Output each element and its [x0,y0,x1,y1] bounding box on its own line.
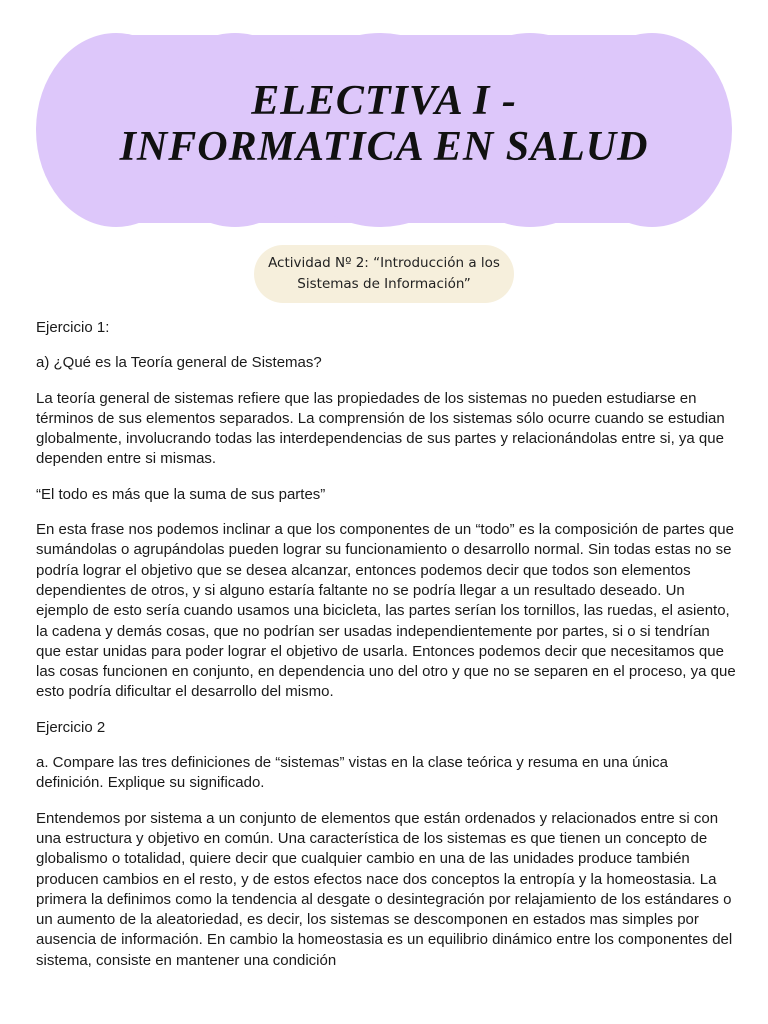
document-body [36,318,736,986]
title-line-1: ELECTIVA I - [251,78,517,124]
question-2a: a. Compare las tres definiciones de “sistemas” vistas en la clase teórica y resuma en una única definición. Explique su significado. [36,754,668,792]
answer-paragraph: En esta frase nos podemos inclinar a que los componentes de un “todo” es la composición de partes que sumándolas o agrupándolas pueden lograr su funcionamiento o desarrollo normal. Sin todas estas no se podría lograr el objetivo que se desea alcanzar, entonces podemos decir que todos son elementos dependientes de otros, y si alguno estaría faltante no se podría llegar a un resultado deseado. Un ejemplo de esto sería cuando usamos una bicicleta, las partes serían los tornillos, las ruedas, el asiento, la cadena y demás cosas, que no podrían ser usadas independientemente por partes, si o si tendrían que estar unidas para poder lograr el objetivo de usarla. Entonces podemos decir que necesitamos que las cosas funcionen en conjunto, en dependencia uno del otro y que no se separen en el proceso, ya que esto podría dificultar el desarrollo del mismo. [36,521,736,701]
question-1a: a) ¿Qué es la Teoría general de Sistemas? [36,354,322,372]
exercise-2-heading: Ejercicio 2 [36,718,106,736]
exercise-1-heading: Ejercicio 1: [36,319,110,336]
activity-badge [254,245,514,303]
activity-line-2: Sistemas de Información” [297,276,471,292]
activity-line-1: Actividad Nº 2: “Introducción a los [268,255,500,271]
answer-paragraph: La teoría general de sistemas refiere que las propiedades de los sistemas no pueden estudiarse en términos de sus elementos separados. La comprensión de los sistemas sólo ocurre cuando se estudian globalmente, involucrando todas las interdependencias de sus partes y relacionándolas entre si, ya que dependen entre si mismas. [36,389,725,468]
answer-paragraph: Entendemos por sistema a un conjunto de elementos que están ordenados y relacionados entre si con una estructura y objetivo en común. Una característica de los sistemas es que tienen un concepto de globalismo o totalidad, quiere decir que cualquier cambio en una de las unidades produce también producen cambios en el resto, y de estos efectos nace dos conceptos la entropía y la homeostasia. La primera la definimos como la tendencia al desgate o desintegración por relajamiento de los estándares o un aumento de la aleatoriedad, es decir, los sistemas se descomponen en estados mas simples por ausencia de información. En cambio la homeostasia es un equilibrio dinámico entre los componentes del sistema, consiste en mantener una condición [36,809,733,969]
page-title [60,78,708,170]
title-line-2: INFORMATICA EN SALUD [119,124,649,170]
quote: “El todo es más que la suma de sus partes” [36,485,326,503]
